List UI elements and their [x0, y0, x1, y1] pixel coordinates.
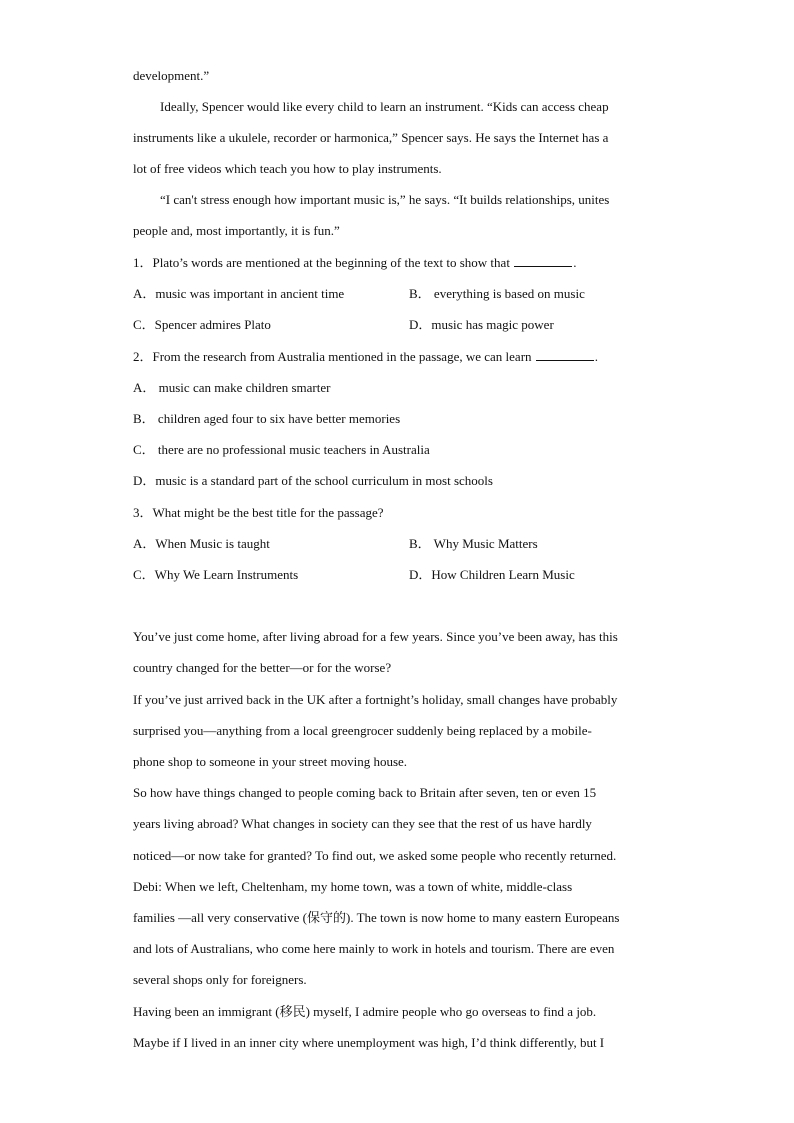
option-a: A． music can make children smarter: [133, 380, 331, 395]
passage-line: several shops only for foreigners.: [133, 972, 307, 987]
option-c: C．Why We Learn Instruments: [133, 567, 299, 582]
passage-line: people and, most importantly, it is fun.”: [133, 223, 340, 238]
passage-line: and lots of Australians, who come here mainly to work in hotels and tourism. There are even: [133, 941, 615, 956]
passage-line: Debi: When we left, Cheltenham, my home town, was a town of white, middle-class: [133, 879, 573, 894]
passage-line: instruments like a ukulele, recorder or harmonica,” Spencer says. He says the Internet has a: [133, 130, 609, 145]
passage-line: noticed—or now take for granted? To find out, we asked some people who recently returned.: [133, 848, 617, 863]
question-2-stem: [133, 348, 598, 366]
question-stem-end: .: [594, 349, 599, 364]
option-b: B． Why Music Matters: [409, 536, 538, 551]
passage-line: surprised you—anything from a local greengrocer suddenly being replaced by a mobile-: [133, 723, 592, 738]
passage-line: You’ve just come home, after living abroad for a few years. Since you’ve been away, has this: [133, 629, 618, 644]
passage-line: years living abroad? What changes in society can they see that the rest of us have hardly: [133, 816, 592, 831]
answer-blank: [514, 254, 572, 267]
passage-line: phone shop to someone in your street moving house.: [133, 754, 408, 769]
passage-line: families —all very conservative (保守的). The town is now home to many eastern Europeans: [133, 910, 620, 925]
passage-line: country changed for the better—or for the worse?: [133, 660, 392, 675]
passage-line: lot of free videos which teach you how to play instruments.: [133, 161, 442, 176]
question-stem-end: .: [573, 255, 577, 270]
answer-blank: [536, 348, 594, 361]
option-d: D．How Children Learn Music: [409, 567, 575, 582]
passage-line: Having been an immigrant (移民) myself, I admire people who go overseas to find a job.: [133, 1004, 597, 1019]
option-b: B． everything is based on music: [409, 286, 585, 301]
passage-line: If you’ve just arrived back in the UK after a fortnight’s holiday, small changes have probably: [133, 692, 618, 707]
question-stem-text: 1．Plato’s words are mentioned at the beginning of the text to show that: [133, 255, 510, 270]
option-d: D．music is a standard part of the school curriculum in most schools: [133, 473, 493, 488]
option-c: C．Spencer admires Plato: [133, 317, 271, 332]
option-d: D．music has magic power: [409, 317, 554, 332]
passage-line: “I can't stress enough how important music is,” he says. “It builds relationships, unites: [160, 192, 610, 207]
passage-line: So how have things changed to people coming back to Britain after seven, ten or even 15: [133, 785, 597, 800]
passage-line: development.”: [133, 68, 210, 83]
question-1-stem: [133, 254, 576, 272]
question-stem-text: 2．From the research from Australia mentioned in the passage, we can learn: [133, 349, 532, 364]
option-a: A．music was important in ancient time: [133, 286, 345, 301]
option-a: A．When Music is taught: [133, 536, 270, 551]
passage-line: Ideally, Spencer would like every child to learn an instrument. “Kids can access cheap: [160, 99, 609, 114]
option-c: C． there are no professional music teachers in Australia: [133, 442, 430, 457]
option-b: B． children aged four to six have better memories: [133, 411, 401, 426]
passage-line: Maybe if I lived in an inner city where unemployment was high, I’d think differently, but I: [133, 1035, 605, 1050]
question-3-stem: 3．What might be the best title for the passage?: [133, 505, 384, 520]
